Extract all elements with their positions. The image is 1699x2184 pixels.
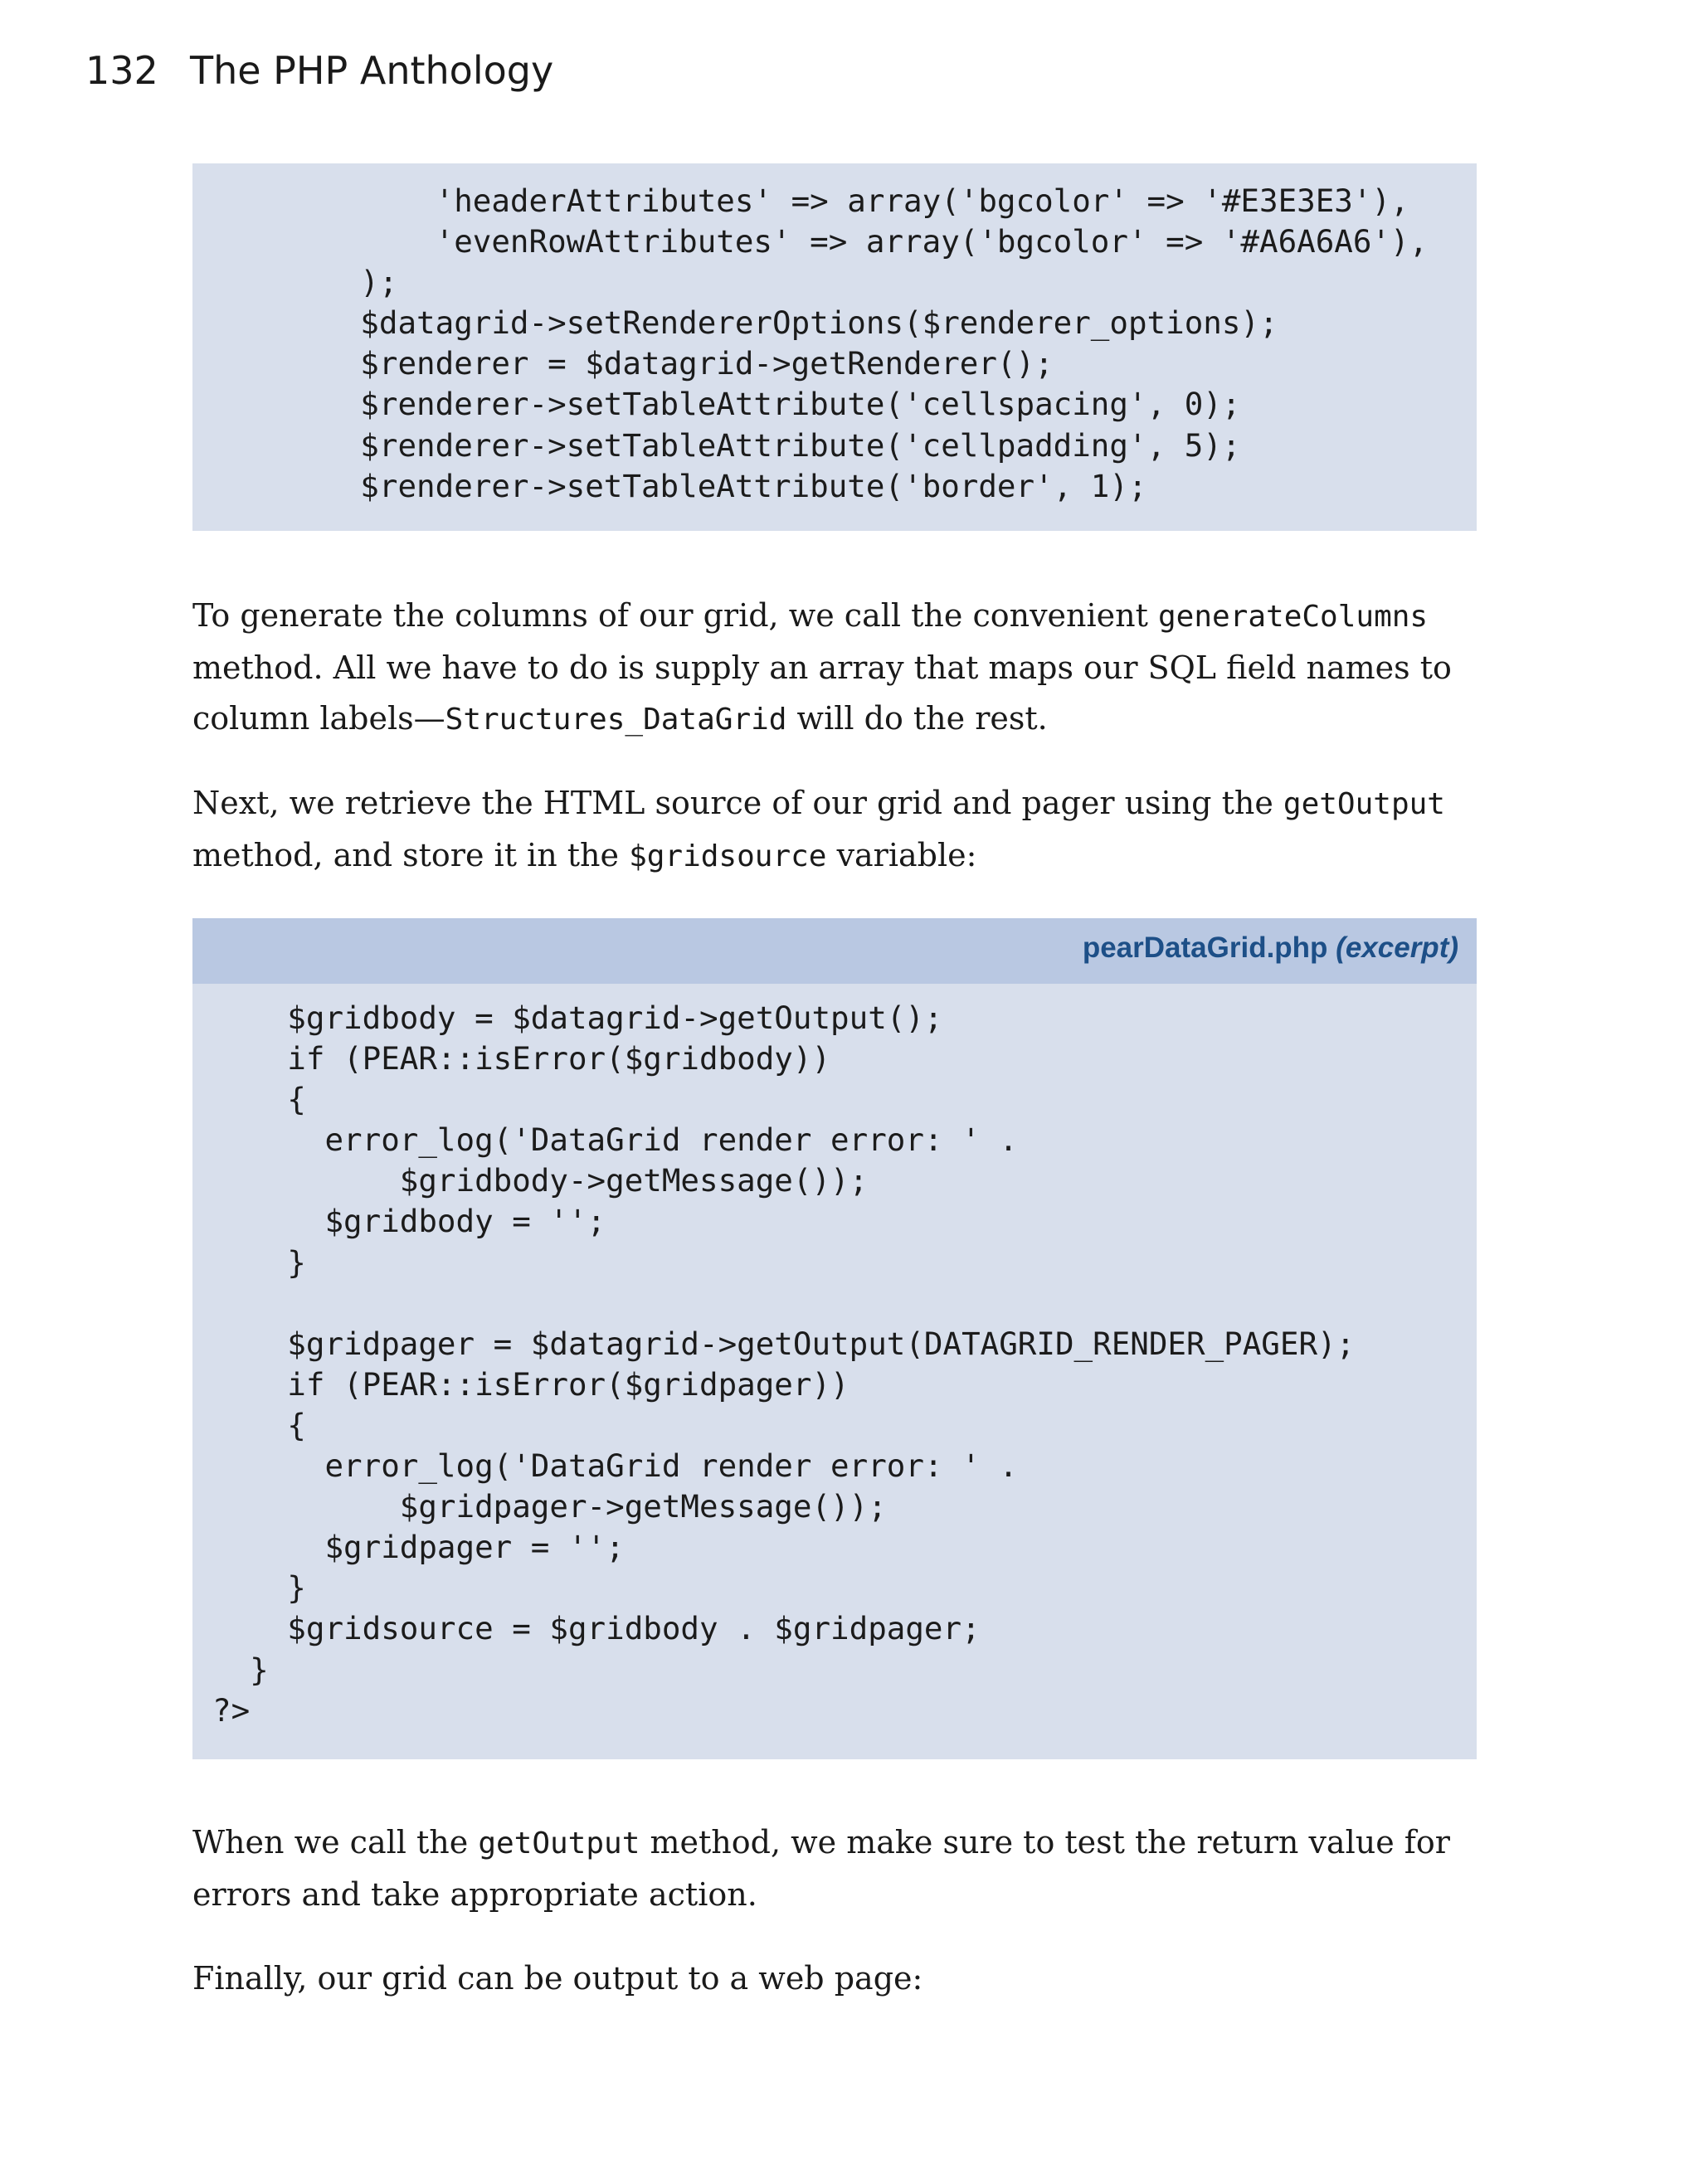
body-paragraph: [192, 1817, 1487, 1920]
code-line: {: [212, 1406, 306, 1443]
code-caption-bar: [192, 918, 1477, 984]
code-line: $renderer = $datagrid->getRenderer();: [285, 345, 1054, 382]
code-listing: [285, 181, 1428, 507]
code-filename: pearDataGrid.php: [1082, 931, 1328, 964]
code-caption: [1083, 931, 1458, 965]
paragraph-text: Finally, our grid can be output to a web page:: [192, 1960, 923, 1997]
code-line: error_log('DataGrid render error: ' .: [212, 1121, 1018, 1159]
inline-code: generateColumns: [1157, 600, 1429, 634]
code-line: }: [212, 1243, 306, 1281]
inline-code: getOutput: [1283, 787, 1445, 821]
body-paragraph: [192, 778, 1487, 882]
code-line: ?>: [212, 1691, 251, 1729]
code-line: );: [285, 264, 398, 301]
paragraph-text: Next, we retrieve the HTML source of our grid and pager using the: [192, 785, 1283, 821]
code-line: $datagrid->setRendererOptions($renderer_options);: [285, 304, 1278, 342]
paragraph-text: When we call the: [192, 1824, 479, 1861]
code-line: $gridpager->getMessage());: [212, 1488, 887, 1525]
page-number: 132: [85, 48, 158, 93]
code-line: $gridsource = $gridbody . $gridpager;: [212, 1610, 981, 1647]
code-block-renderer-options: [192, 163, 1477, 531]
code-line: $renderer->setTableAttribute('cellpadding', 5);: [285, 426, 1241, 464]
code-line: error_log('DataGrid render error: ' .: [212, 1447, 1018, 1485]
running-head: [85, 48, 553, 93]
code-line: }: [212, 1569, 306, 1607]
inline-code: $gridsource: [629, 839, 827, 873]
code-line: }: [212, 1651, 269, 1688]
code-line: $gridbody = $datagrid->getOutput();: [212, 1000, 943, 1036]
paragraph-text: will do the rest.: [786, 700, 1048, 737]
code-line: $renderer->setTableAttribute('cellspacing', 0);: [285, 386, 1241, 423]
code-block-get-output: [192, 918, 1477, 1759]
inline-code: Structures_DataGrid: [445, 703, 787, 737]
code-line: $gridbody = '';: [212, 1203, 606, 1240]
body-paragraph: [192, 591, 1487, 746]
code-line: if (PEAR::isError($gridpager)): [212, 1365, 850, 1403]
code-line: if (PEAR::isError($gridbody)): [212, 1040, 831, 1077]
paragraph-text: method, we make sure to test the return value for errors and take appropriate action.: [192, 1824, 1450, 1913]
paragraph-text: To generate the columns of our grid, we call the convenient: [192, 597, 1158, 634]
code-line: {: [212, 1081, 306, 1118]
code-line: $gridbody->getMessage());: [212, 1162, 869, 1199]
code-line: $gridpager = $datagrid->getOutput(DATAGRID_RENDER_PAGER);: [212, 1325, 1356, 1362]
body-paragraph: [192, 1953, 1487, 2005]
code-line: $renderer->setTableAttribute('border', 1);: [285, 467, 1147, 504]
book-title: The PHP Anthology: [190, 48, 554, 93]
code-line: $gridpager = '';: [212, 1529, 625, 1566]
paragraph-text: method. All we have to do is supply an array that maps our SQL field names to column labels—: [192, 649, 1452, 737]
paragraph-text: method, and store it in the: [192, 836, 630, 873]
code-caption-note: (excerpt): [1336, 931, 1458, 964]
paragraph-text: variable:: [826, 836, 977, 873]
code-line: 'headerAttributes' => array('bgcolor' => '#E3E3E3'),: [285, 182, 1409, 219]
code-listing: [212, 998, 1355, 1731]
inline-code: getOutput: [478, 1826, 640, 1861]
code-line: 'evenRowAttributes' => array('bgcolor' => '#A6A6A6'),: [285, 223, 1429, 260]
